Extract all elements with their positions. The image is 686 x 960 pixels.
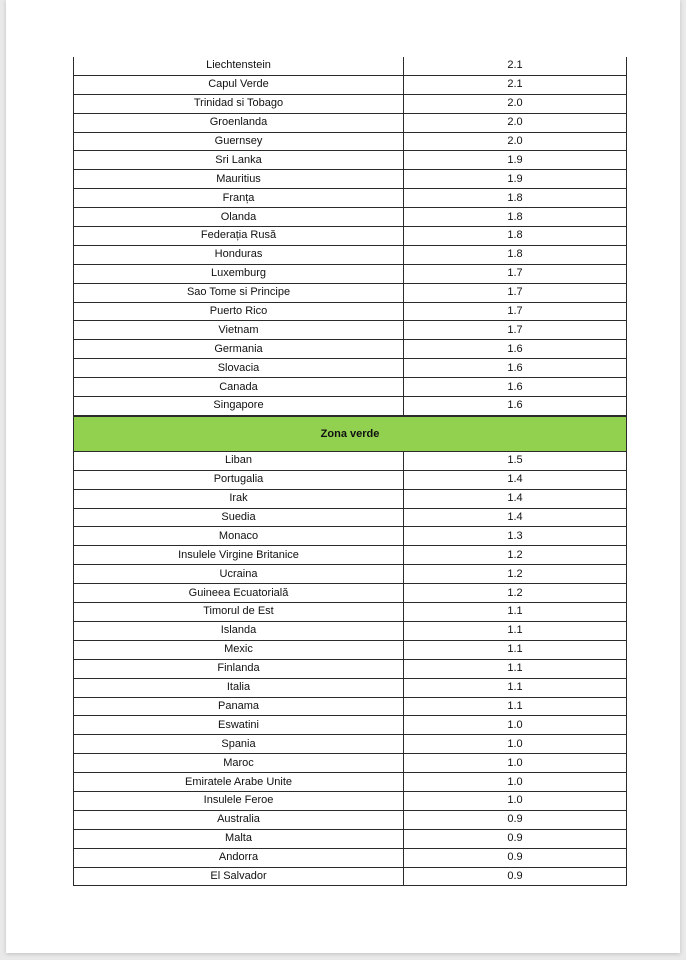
value-cell: 1.8 — [507, 248, 523, 261]
country-cell: Capul Verde — [74, 76, 404, 94]
country-cell: Islanda — [74, 622, 404, 640]
value-cell: 1.0 — [507, 737, 523, 750]
value-cell: 0.9 — [507, 851, 523, 864]
table-row — [74, 527, 626, 546]
country-cell: Liban — [74, 452, 404, 470]
country-cell: Federația Rusă — [74, 227, 404, 245]
country-cell: Panama — [74, 698, 404, 716]
table-row — [74, 735, 626, 754]
country-cell: Puerto Rico — [74, 303, 404, 321]
table-row — [74, 716, 626, 735]
country-cell: Guineea Ecuatorială — [74, 584, 404, 602]
table-row — [74, 792, 626, 811]
table-row — [74, 546, 626, 565]
value-cell: 1.1 — [507, 643, 523, 656]
table-row — [74, 622, 626, 641]
value-cell: 2.0 — [507, 135, 523, 147]
table-section-top — [74, 57, 626, 416]
country-cell: Honduras — [74, 246, 404, 264]
table-row — [74, 246, 626, 265]
value-cell: 1.1 — [507, 662, 523, 675]
table-row — [74, 208, 626, 227]
table-row — [74, 76, 626, 95]
value-cell: 1.1 — [507, 624, 523, 637]
table-row — [74, 603, 626, 622]
value-cell: 1.7 — [507, 286, 523, 299]
value-cell: 1.0 — [507, 718, 523, 731]
country-cell: Mauritius — [74, 170, 404, 188]
country-cell: Guernsey — [74, 133, 404, 151]
table-row — [74, 151, 626, 170]
value-cell: 2.1 — [507, 59, 523, 72]
table-row — [74, 452, 626, 471]
value-cell: 1.2 — [507, 567, 523, 580]
value-cell: 2.1 — [507, 78, 523, 91]
table-row — [74, 397, 626, 416]
table-row — [74, 133, 626, 152]
value-cell: 1.4 — [507, 473, 523, 486]
country-cell: Emiratele Arabe Unite — [74, 773, 404, 791]
country-cell: Franța — [74, 189, 404, 207]
table-row — [74, 284, 626, 303]
value-cell: 1.7 — [507, 323, 523, 336]
table-row — [74, 471, 626, 490]
country-cell: Timorul de Est — [74, 603, 404, 621]
country-cell: Spania — [74, 735, 404, 753]
value-cell: 1.6 — [507, 399, 523, 412]
value-cell: 2.0 — [507, 97, 523, 110]
value-cell: 1.3 — [507, 529, 523, 542]
value-cell: 2.0 — [507, 116, 523, 129]
value-cell: 1.7 — [507, 305, 523, 318]
table-row — [74, 170, 626, 189]
table-row — [74, 754, 626, 773]
country-cell: Germania — [74, 340, 404, 358]
country-table — [73, 57, 627, 886]
table-row — [74, 114, 626, 133]
country-cell: Trinidad si Tobago — [74, 95, 404, 113]
country-cell: Insulele Feroe — [74, 792, 404, 810]
table-row — [74, 509, 626, 528]
country-cell: Ucraina — [74, 565, 404, 583]
country-cell: Groenlanda — [74, 114, 404, 132]
table-row — [74, 340, 626, 359]
table-row — [74, 321, 626, 340]
value-cell: 1.6 — [507, 361, 523, 374]
table-row — [74, 849, 626, 868]
country-cell: Liechtenstein — [74, 57, 404, 75]
country-cell: Vietnam — [74, 321, 404, 339]
table-row — [74, 189, 626, 208]
value-cell: 1.8 — [507, 229, 523, 242]
table-row — [74, 265, 626, 284]
value-cell: 1.1 — [507, 681, 523, 694]
country-cell: Maroc — [74, 754, 404, 772]
country-cell: Sri Lanka — [74, 151, 404, 169]
value-cell: 1.6 — [507, 342, 523, 355]
country-cell: Singapore — [74, 397, 404, 415]
country-cell: Irak — [74, 490, 404, 508]
value-cell: 1.9 — [507, 172, 523, 185]
table-row — [74, 868, 626, 887]
value-cell: 1.5 — [507, 454, 523, 467]
zone-label: Zona verde — [320, 427, 380, 440]
country-cell: Mexic — [74, 641, 404, 659]
table-row — [74, 811, 626, 830]
country-cell: Suedia — [74, 509, 404, 527]
value-cell: 1.7 — [507, 267, 523, 280]
table-row — [74, 359, 626, 378]
table-row — [74, 378, 626, 397]
country-cell: Australia — [74, 811, 404, 829]
value-cell: 1.0 — [507, 775, 523, 788]
value-cell: 1.2 — [507, 548, 523, 561]
table-row — [74, 641, 626, 660]
value-cell: 1.0 — [507, 794, 523, 807]
table-row — [74, 57, 626, 76]
value-cell: 0.9 — [507, 869, 523, 882]
country-cell: Olanda — [74, 208, 404, 226]
country-cell: Italia — [74, 679, 404, 697]
table-row — [74, 698, 626, 717]
value-cell: 1.1 — [507, 699, 523, 712]
country-cell: Malta — [74, 830, 404, 848]
country-cell: Slovacia — [74, 359, 404, 377]
value-cell: 1.0 — [507, 756, 523, 769]
table-row — [74, 773, 626, 792]
value-cell: 1.2 — [507, 586, 523, 599]
table-row — [74, 830, 626, 849]
country-cell: Canada — [74, 378, 404, 396]
country-cell: Insulele Virgine Britanice — [74, 546, 404, 564]
value-cell: 0.9 — [507, 832, 523, 845]
document-page — [6, 0, 680, 953]
table-section-bottom — [74, 452, 626, 886]
value-cell: 1.6 — [507, 380, 523, 393]
value-cell: 1.1 — [507, 605, 523, 618]
country-cell: Portugalia — [74, 471, 404, 489]
table-row — [74, 490, 626, 509]
table-row — [74, 227, 626, 246]
country-cell: Luxemburg — [74, 265, 404, 283]
value-cell: 1.4 — [507, 511, 523, 524]
country-cell: Andorra — [74, 849, 404, 867]
country-cell: Finlanda — [74, 660, 404, 678]
value-cell: 1.8 — [507, 191, 523, 204]
table-row — [74, 303, 626, 322]
table-row — [74, 584, 626, 603]
table-row — [74, 660, 626, 679]
country-cell: El Salvador — [74, 868, 404, 886]
table-row — [74, 95, 626, 114]
value-cell: 1.8 — [507, 210, 523, 223]
zone-header — [74, 416, 626, 452]
value-cell: 0.9 — [507, 813, 523, 826]
value-cell: 1.4 — [507, 492, 523, 505]
value-cell: 1.9 — [507, 153, 523, 166]
table-row — [74, 565, 626, 584]
country-cell: Eswatini — [74, 716, 404, 734]
country-cell: Sao Tome si Principe — [74, 284, 404, 302]
table-row — [74, 679, 626, 698]
country-cell: Monaco — [74, 527, 404, 545]
